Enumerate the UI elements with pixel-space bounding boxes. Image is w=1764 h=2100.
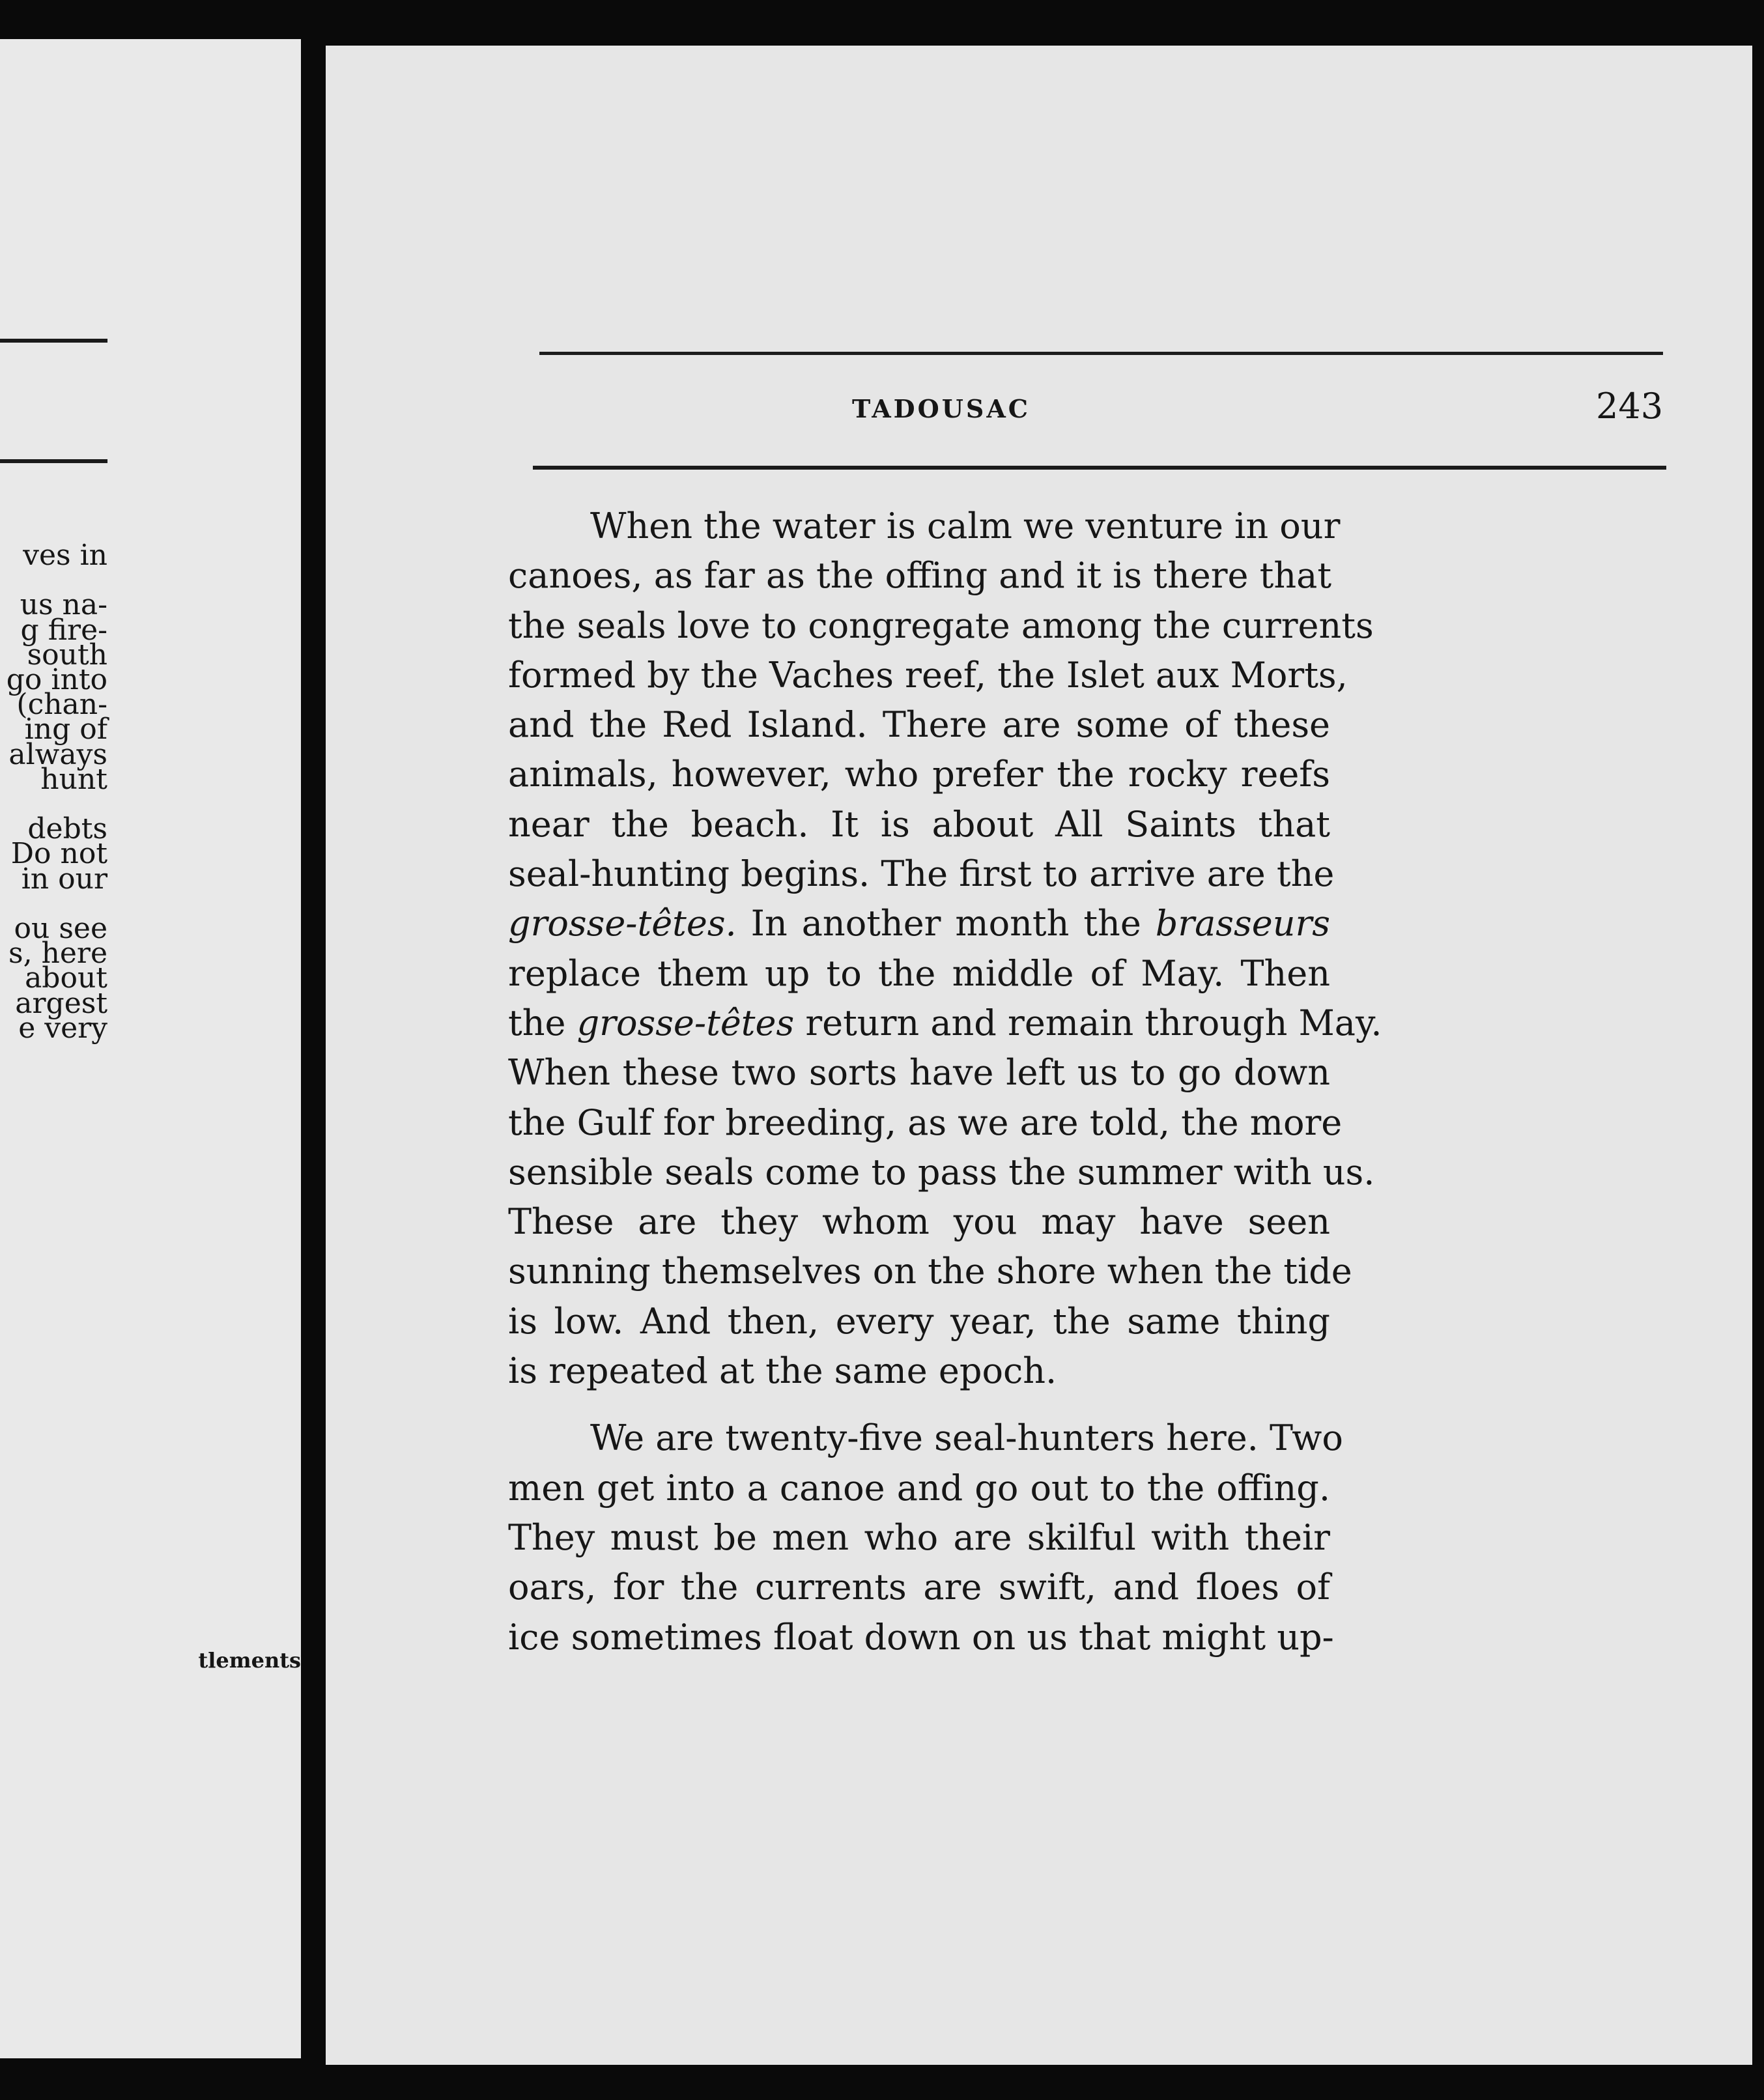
text-run: is repeated at the same epoch. <box>508 1350 1057 1392</box>
running-head <box>326 46 1752 567</box>
text-line <box>508 1413 1343 1463</box>
text-line <box>508 1464 1330 1513</box>
running-head-title: TADOUSAC <box>852 394 1031 423</box>
left-line-fragment: ves in <box>23 539 107 572</box>
text-run: return and remain through May. <box>794 1002 1382 1043</box>
text-line <box>508 750 1330 799</box>
text-run: formed by the Vaches reef, the Islet aux Morts, <box>508 654 1348 696</box>
text-run: and the Red Island. There are some of these <box>508 704 1330 746</box>
text-line <box>508 1148 1375 1197</box>
text-run: replace them up to the middle of May. Then <box>508 952 1330 994</box>
left-head-rule-top <box>0 339 107 343</box>
text-run: oars, for the currents are swift, and floes of <box>508 1567 1330 1608</box>
text-line <box>508 999 1382 1048</box>
text-run: the <box>508 1002 577 1043</box>
right-page <box>326 46 1752 2065</box>
left-line-fragment: (chan- <box>16 688 107 722</box>
text-run: When these two sorts have left us to go down <box>508 1052 1330 1094</box>
left-line-fragment: e very <box>18 1011 107 1045</box>
text-line <box>508 1513 1330 1563</box>
left-head-rule-bottom <box>0 459 107 463</box>
text-line <box>508 651 1348 700</box>
left-line-fragment: s, here <box>8 937 107 971</box>
left-line-fragment: always <box>8 737 107 771</box>
text-line <box>508 601 1374 651</box>
left-page-fragment <box>0 39 301 2058</box>
italic-term: grosse-têtes <box>576 1002 795 1043</box>
head-rule-bottom <box>533 466 1666 470</box>
left-line-fragment: g fire- <box>20 613 107 647</box>
text-line <box>508 899 1330 948</box>
left-line-fragment: go into <box>6 663 107 696</box>
paragraph <box>508 502 1668 1396</box>
text-run: animals, however, who prefer the rocky reefs <box>508 754 1330 795</box>
text-line <box>508 700 1330 750</box>
text-run: the Gulf for breeding, as we are told, the more <box>508 1101 1343 1143</box>
text-run: the seals love to congregate among the currents <box>508 604 1374 646</box>
left-line-fragment: ing of <box>24 713 107 746</box>
left-line-fragment: in our <box>21 862 107 896</box>
left-line-fragment: about <box>25 961 107 995</box>
text-run: When the water is calm we venture in our <box>590 505 1341 546</box>
text-run: men get into a canoe and go out to the offing. <box>508 1467 1330 1509</box>
left-footer-fragment: tlements <box>198 1648 301 1673</box>
page-number: 243 <box>1596 386 1664 427</box>
paragraph <box>508 1413 1668 1662</box>
left-line-fragment: ou see <box>14 912 107 945</box>
text-run: In another month the <box>736 903 1156 944</box>
head-rule-top <box>539 352 1663 355</box>
text-run: They must be men who are skilful with their <box>508 1516 1330 1558</box>
text-run: near the beach. It is about All Saints that <box>508 803 1330 845</box>
text-run: seal-hunting begins. The first to arrive are the <box>508 853 1335 895</box>
text-run: is low. And then, every year, the same thing <box>508 1300 1330 1342</box>
italic-term: brasseurs <box>1155 903 1330 944</box>
text-line <box>508 1563 1330 1612</box>
text-line <box>508 1297 1330 1346</box>
text-line <box>508 1098 1343 1148</box>
left-line-fragment: us na- <box>20 588 107 622</box>
text-line <box>508 1048 1330 1098</box>
text-line <box>508 502 1341 551</box>
text-line <box>508 1197 1330 1247</box>
text-line <box>508 1247 1352 1296</box>
text-line <box>508 949 1330 999</box>
body-text <box>508 502 1668 1680</box>
text-run: sunning themselves on the shore when the tide <box>508 1251 1352 1292</box>
text-run: canoes, as far as the offing and it is there that <box>508 555 1332 597</box>
left-line-fragment: argest <box>15 986 107 1020</box>
text-line <box>508 849 1335 899</box>
left-line-fragment: hunt <box>40 762 107 796</box>
italic-term: grosse-têtes. <box>508 903 737 944</box>
text-run: We are twenty-five seal-hunters here. Two <box>590 1417 1343 1459</box>
left-line-fragment: Do not <box>10 837 107 871</box>
left-line-fragment: south <box>27 638 107 672</box>
text-line <box>508 800 1330 849</box>
left-line-fragment: debts <box>27 812 107 846</box>
text-line <box>508 551 1330 601</box>
text-run: sensible seals come to pass the summer with us. <box>508 1151 1375 1193</box>
text-line <box>508 1613 1334 1662</box>
text-line <box>508 1346 1330 1396</box>
text-run: These are they whom you may have seen <box>508 1201 1330 1243</box>
text-run: ice sometimes float down on us that might up- <box>508 1616 1334 1658</box>
